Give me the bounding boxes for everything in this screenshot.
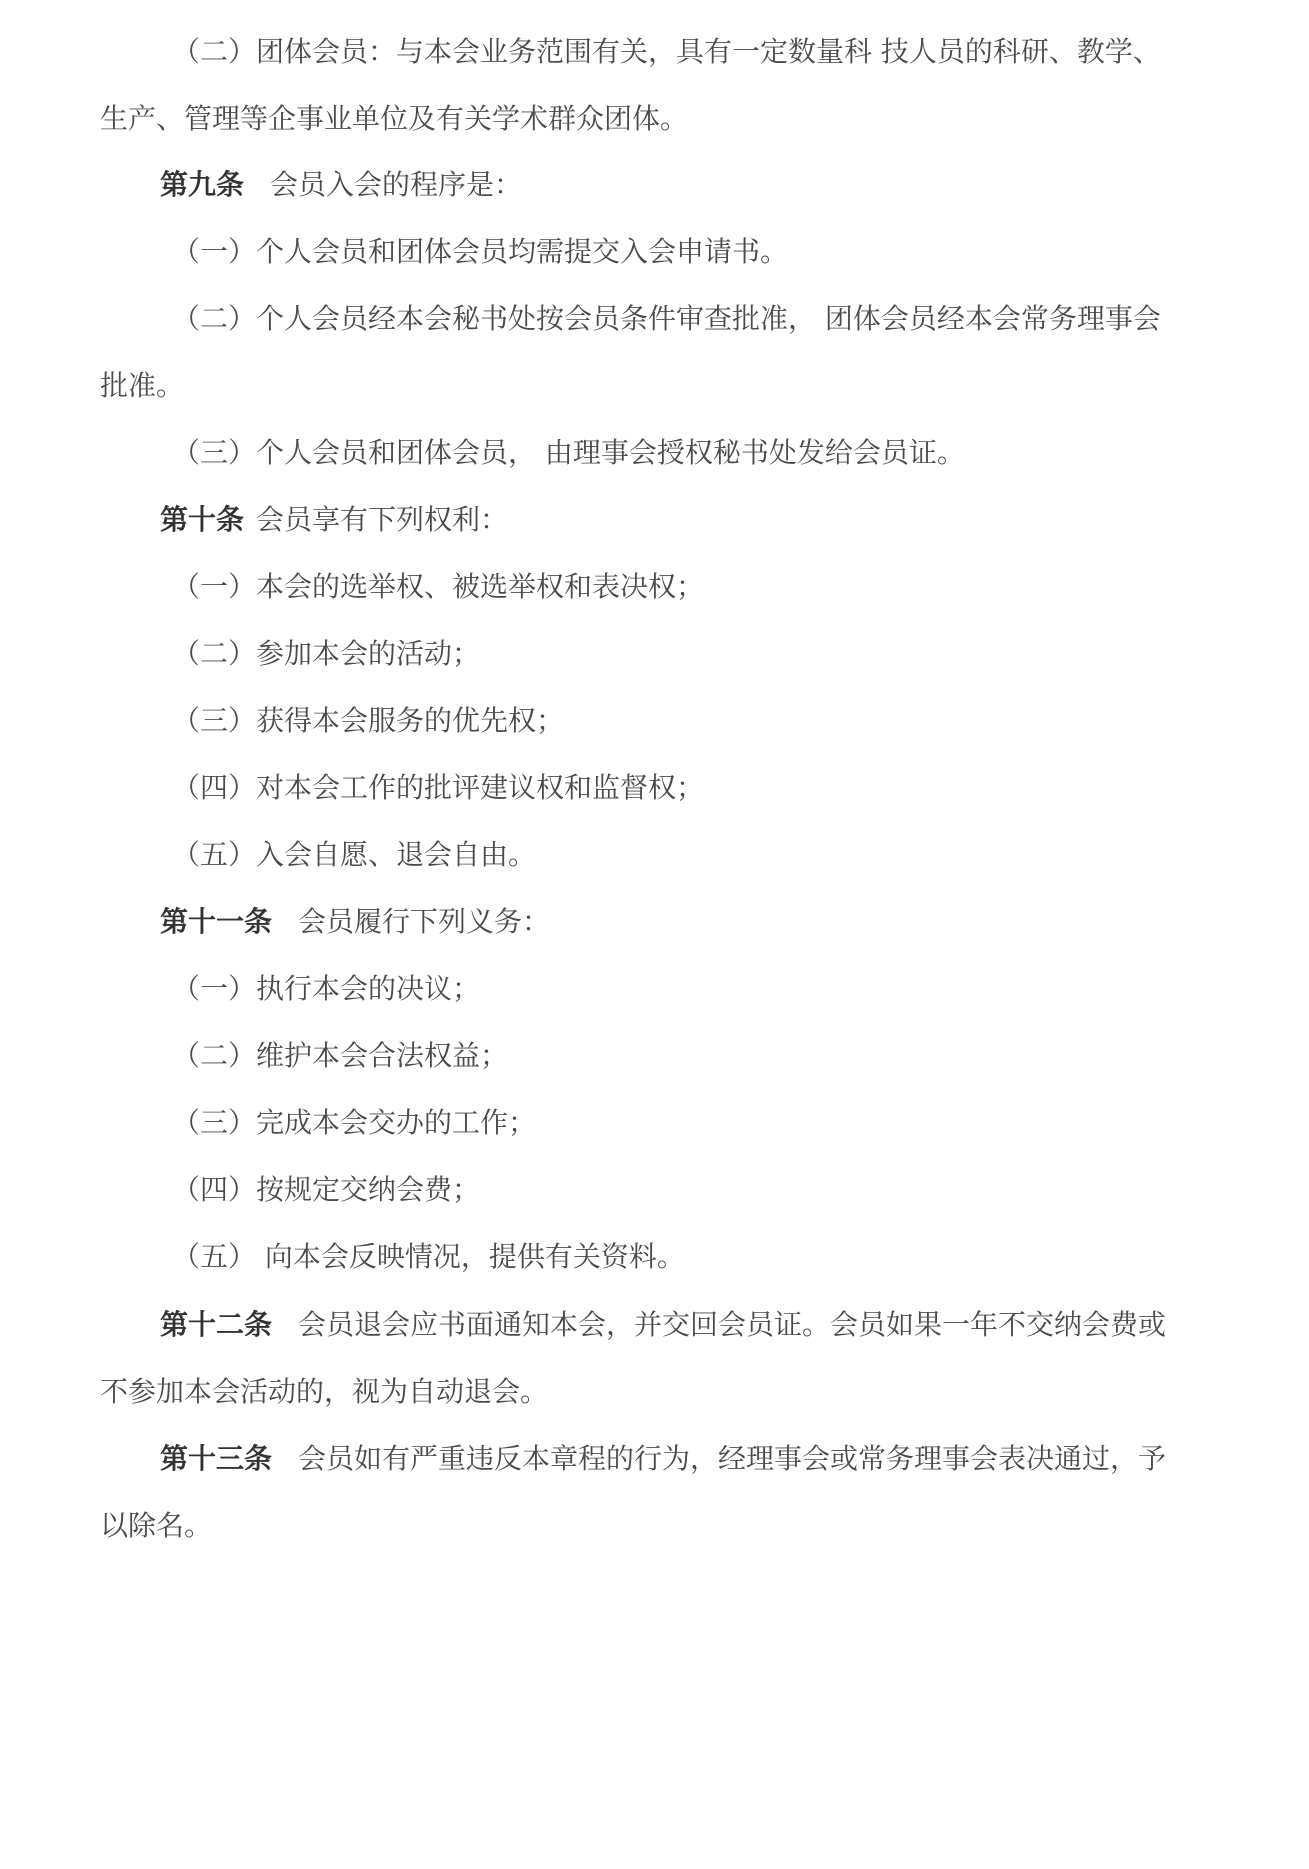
article-label: 第十二条 xyxy=(160,1308,273,1341)
paragraph-text: 生产、管理等企事业单位及有关学术群众团体。 xyxy=(100,102,689,135)
article-label: 第九条 xyxy=(160,168,245,201)
list-item-text: （一）个人会员和团体会员均需提交入会申请书。 xyxy=(172,235,789,268)
article-label: 第十一条 xyxy=(160,905,273,938)
list-item-text: （四）对本会工作的批评建议权和监督权； xyxy=(172,771,705,804)
text-line xyxy=(0,567,1309,607)
text-line xyxy=(0,1036,1309,1076)
text-line xyxy=(0,1103,1309,1143)
list-item-text: （五） 向本会反映情况，提供有关资料。 xyxy=(172,1240,685,1273)
list-item-text: （三）完成本会交办的工作； xyxy=(172,1106,537,1139)
paragraph-text: （二）团体会员：与本会业务范围有关，具有一定数量科 技人员的科研、教学、 xyxy=(172,35,1161,68)
list-item-text: （一）执行本会的决议； xyxy=(172,972,481,1005)
text-line xyxy=(0,1170,1309,1210)
text-line xyxy=(0,366,1309,406)
paragraph-text: 会员入会的程序是： xyxy=(270,168,523,201)
text-line xyxy=(0,299,1309,339)
list-item-text: （四）按规定交纳会费； xyxy=(172,1173,481,1206)
paragraph-text: 会员履行下列义务： xyxy=(298,905,551,938)
paragraph-text: 会员享有下列权利： xyxy=(256,503,509,536)
list-item-text: （一）本会的选举权、被选举权和表决权； xyxy=(172,570,705,603)
text-line xyxy=(0,32,1309,72)
list-item-text: （三）个人会员和团体会员， 由理事会授权秘书处发给会员证。 xyxy=(172,436,965,469)
text-line xyxy=(0,835,1309,875)
paragraph-text: 会员退会应书面通知本会，并交回会员证。会员如果一年不交纳会费或 xyxy=(298,1308,1167,1341)
list-item-text: （二）个人会员经本会秘书处按会员条件审查批准， 团体会员经本会常务理事会 xyxy=(172,302,1161,335)
paragraph-text: 批准。 xyxy=(100,369,185,402)
text-line xyxy=(0,634,1309,674)
list-item-text: （二）参加本会的活动； xyxy=(172,637,481,670)
article-label: 第十条 xyxy=(160,503,245,536)
paragraph-text: 不参加本会活动的，视为自动退会。 xyxy=(100,1375,549,1408)
list-item-text: （三）获得本会服务的优先权； xyxy=(172,704,565,737)
paragraph-text: 会员如有严重违反本章程的行为，经理事会或常务理事会表决通过，予 xyxy=(298,1442,1167,1475)
text-line xyxy=(0,1506,1309,1546)
paragraph-text: 以除名。 xyxy=(100,1509,213,1542)
text-line xyxy=(0,1237,1309,1277)
text-line xyxy=(0,969,1309,1009)
text-line xyxy=(0,701,1309,741)
text-line xyxy=(0,99,1309,139)
article-label: 第十三条 xyxy=(160,1442,273,1475)
article-heading-11 xyxy=(0,902,1309,942)
list-item-text: （二）维护本会合法权益； xyxy=(172,1039,509,1072)
article-heading-12 xyxy=(0,1305,1309,1345)
article-heading-9 xyxy=(0,165,1309,205)
text-line xyxy=(0,433,1309,473)
article-heading-13 xyxy=(0,1439,1309,1479)
text-line xyxy=(0,232,1309,272)
text-line xyxy=(0,1372,1309,1412)
article-heading-10 xyxy=(0,500,1309,540)
list-item-text: （五）入会自愿、退会自由。 xyxy=(172,838,537,871)
text-line xyxy=(0,768,1309,808)
